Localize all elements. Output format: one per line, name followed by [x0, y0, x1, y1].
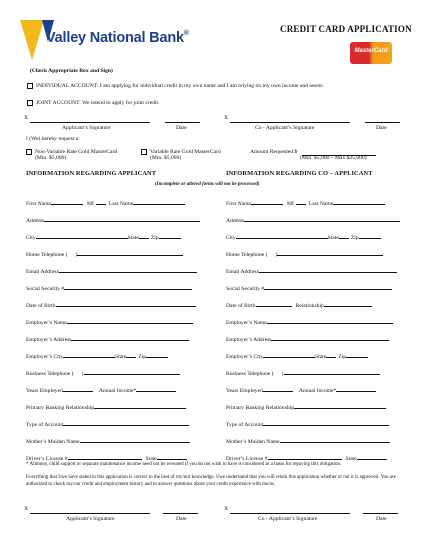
- applicant-dob-input[interactable]: [56, 301, 196, 307]
- applicant-employer-city-input[interactable]: [63, 352, 115, 358]
- co-applicant-mi-label: MI: [287, 201, 294, 207]
- co-applicant-employer-state-label: State: [315, 354, 327, 360]
- co-applicant-primary-banking-input[interactable]: [294, 403, 386, 409]
- joint-account-checkbox[interactable]: [27, 100, 33, 106]
- co-applicant-home-phone-label: Home Telephone (: [226, 252, 268, 258]
- applicant-years-employed-input[interactable]: [63, 386, 93, 392]
- applicant-field-row: [26, 437, 190, 445]
- co-applicant-type-of-account-label: Type of Account: [226, 422, 264, 428]
- co-applicant-dl-state-label: State: [345, 456, 357, 462]
- variable-rate-label: Variable Rate Gold MasterCard: [150, 149, 221, 155]
- applicant-mi-input[interactable]: [96, 199, 106, 205]
- applicant-primary-banking-input[interactable]: [94, 403, 186, 409]
- co-applicant-employer-name-label: Employer’s Name: [226, 320, 267, 326]
- bottom-applicant-date-line[interactable]: [163, 513, 198, 514]
- applicant-first-name-label: First Name: [26, 201, 52, 207]
- co-applicant-maiden-name-label: Mother’s Maiden Name: [226, 439, 280, 445]
- co-applicant-city-input[interactable]: [236, 233, 328, 239]
- applicant-maiden-name-label: Mother’s Maiden Name: [26, 439, 80, 445]
- co-applicant-zip-label: Zip: [350, 235, 359, 241]
- co-applicant-state-input[interactable]: [339, 233, 349, 239]
- applicant-dl-state-label: State: [145, 456, 157, 462]
- mastercard-logo-text: MasterCard: [354, 48, 388, 54]
- applicant-business-phone-paren: ): [81, 371, 84, 377]
- applicant-home-phone-label: Home Telephone (: [26, 252, 68, 258]
- co-applicant-annual-income-input[interactable]: [336, 386, 376, 392]
- joint-account-label: JOINT ACCOUNT: We intend to apply for joint credit.: [36, 100, 160, 106]
- applicant-city-input[interactable]: [36, 233, 128, 239]
- applicant-employer-name-input[interactable]: [67, 318, 193, 324]
- v-emblem-icon: [20, 20, 44, 60]
- applicant-home-phone-paren: ): [75, 252, 78, 258]
- co-applicant-annual-income-label: Annual Income*: [298, 388, 337, 394]
- bottom-co-applicant-date-label: Date: [376, 516, 387, 522]
- applicant-field-row: [26, 403, 186, 411]
- co-applicant-field-row: [226, 369, 380, 377]
- co-applicant-city-label: City: [226, 235, 236, 241]
- applicant-last-name-input[interactable]: [133, 199, 185, 205]
- registered-mark: ®: [183, 30, 189, 37]
- applicant-city-label: City: [26, 235, 36, 241]
- applicant-field-row: [26, 216, 200, 224]
- co-applicant-date-line[interactable]: [365, 122, 400, 123]
- applicant-field-row: [26, 369, 180, 377]
- instructions: (Check Appropriate Box and Sign): [30, 68, 113, 74]
- co-applicant-business-phone-paren: ): [281, 371, 284, 377]
- co-applicant-co-relationship-label: Relationship: [295, 303, 324, 309]
- applicant-field-row: [26, 335, 189, 343]
- co-applicant-first-name-input[interactable]: [251, 199, 283, 205]
- amount-requested-range: (Min. $5,000 – Max $25,000): [300, 155, 367, 161]
- applicant-employer-state-input[interactable]: [126, 352, 136, 358]
- applicant-dl-state-input[interactable]: [157, 454, 187, 460]
- applicant-field-row: [26, 233, 181, 241]
- applicant-business-phone-label: Business Telephone (: [26, 371, 74, 377]
- bottom-co-applicant-signature-label: Co - Applicant’s Signature: [258, 516, 318, 522]
- alimony-footnote: * Alimony, child support or separate maintenance income need not be revealed if you do not wish to have it considered as a basis for repaying this obligation.: [26, 462, 342, 467]
- bottom-applicant-date-label: Date: [176, 516, 187, 522]
- co-applicant-business-phone-label: Business Telephone (: [226, 371, 274, 377]
- co-applicant-date-label: Date: [376, 125, 387, 131]
- applicant-employer-address-label: Employer’s Address: [26, 337, 72, 343]
- co-applicant-field-row: [226, 437, 390, 445]
- co-applicant-field-row: [226, 454, 387, 462]
- applicant-home-phone-input[interactable]: [77, 250, 183, 256]
- co-applicant-zip-input[interactable]: [359, 233, 381, 239]
- co-applicant-address-label: Address: [226, 218, 245, 224]
- co-applicant-email-input[interactable]: [259, 267, 397, 273]
- co-applicant-first-name-label: First Name: [226, 201, 252, 207]
- applicant-signature-line[interactable]: [30, 122, 150, 123]
- co-applicant-employer-zip-input[interactable]: [346, 352, 368, 358]
- applicant-years-employed-label: Years Employed: [26, 388, 63, 394]
- applicant-last-name-label: Last Name: [108, 201, 134, 207]
- applicant-field-row: [26, 284, 192, 292]
- applicant-field-row: [26, 199, 185, 207]
- applicant-field-row: [26, 386, 176, 394]
- co-applicant-address-input[interactable]: [244, 216, 400, 222]
- page-title: CREDIT CARD APPLICATION: [280, 24, 412, 34]
- co-applicant-dl-state-input[interactable]: [357, 454, 387, 460]
- non-variable-rate-min: (Min. $5,000): [35, 155, 67, 161]
- individual-account-checkbox[interactable]: [27, 83, 33, 89]
- bottom-co-applicant-date-line[interactable]: [363, 513, 398, 514]
- bottom-co-signature-x: X: [224, 506, 229, 512]
- co-applicant-employer-city-label: Employer’s City: [226, 354, 264, 360]
- mastercard-logo-icon: [350, 42, 392, 64]
- applicant-ssn-label: Social Security #: [26, 286, 65, 292]
- applicant-employer-zip-input[interactable]: [146, 352, 168, 358]
- co-applicant-field-row: [226, 216, 400, 224]
- applicant-primary-banking-label: Primary Banking Relationship: [26, 405, 95, 411]
- individual-account-label: INDIVIDUAL ACCOUNT: I am applying for individual credit in my own name and I am relying on my own income and assets.: [36, 83, 324, 89]
- applicant-date-line[interactable]: [165, 122, 200, 123]
- co-applicant-email-label: Email Address: [226, 269, 259, 275]
- applicant-business-phone-input[interactable]: [81, 369, 180, 377]
- applicant-drivers-license-input[interactable]: [68, 454, 142, 460]
- variable-rate-min: (Min. $5,000): [150, 155, 182, 161]
- applicant-email-label: Email Address: [26, 269, 59, 275]
- co-applicant-mi-input[interactable]: [296, 199, 306, 205]
- applicant-ssn-input[interactable]: [64, 284, 192, 290]
- co-applicant-field-row: [226, 403, 386, 411]
- co-applicant-field-row: [226, 267, 397, 275]
- applicant-annual-income-label: Annual Income*: [98, 388, 137, 394]
- applicant-drivers-license-label: Driver’s License #: [26, 456, 68, 462]
- co-applicant-home-phone-input[interactable]: [277, 250, 383, 256]
- applicant-field-row: [26, 267, 197, 275]
- co-applicant-years-employed-label: Years Employed: [226, 388, 263, 394]
- co-applicant-home-phone-paren: ): [275, 252, 278, 258]
- variable-rate-checkbox[interactable]: [141, 149, 147, 155]
- co-applicant-field-row: [226, 199, 385, 207]
- co-applicant-primary-banking-label: Primary Banking Relationship: [226, 405, 295, 411]
- co-applicant-type-of-account-input[interactable]: [263, 420, 389, 426]
- co-applicant-employer-state-input[interactable]: [326, 352, 336, 358]
- applicant-date-label: Date: [176, 125, 187, 131]
- non-variable-rate-checkbox[interactable]: [26, 149, 32, 155]
- incomplete-forms-note: (Incomplete or altered forms will not be processed): [155, 182, 260, 187]
- amount-requested-label: Amount Requested $: [250, 149, 298, 155]
- applicant-first-name-input[interactable]: [51, 199, 83, 205]
- co-applicant-ssn-input[interactable]: [264, 284, 392, 290]
- co-applicant-ssn-label: Social Security #: [226, 286, 265, 292]
- request-intro: I (We) hereby request a:: [26, 136, 80, 142]
- bank-logo: [20, 20, 189, 60]
- co-applicant-field-row: [226, 386, 376, 394]
- applicant-employer-name-label: Employer’s Name: [26, 320, 67, 326]
- co-applicant-employer-zip-label: Zip: [338, 354, 346, 360]
- applicant-email-input[interactable]: [59, 267, 197, 273]
- applicant-annual-income-input[interactable]: [136, 386, 176, 392]
- applicant-zip-label: Zip: [150, 235, 159, 241]
- co-applicant-employer-name-input[interactable]: [267, 318, 393, 324]
- applicant-field-row: [26, 454, 187, 462]
- bottom-applicant-signature-line[interactable]: [30, 513, 150, 514]
- applicant-zip-input[interactable]: [159, 233, 181, 239]
- co-applicant-employer-address-label: Employer’s Address: [226, 337, 272, 343]
- co-applicant-maiden-name-input[interactable]: [280, 437, 390, 443]
- co-applicant-state-label: State: [327, 235, 339, 241]
- applicant-field-row: [26, 250, 183, 258]
- co-applicant-drivers-license-label: Driver’s License #: [226, 456, 268, 462]
- co-applicant-last-name-label: Last Name: [308, 201, 334, 207]
- bottom-applicant-signature-label: Applicant’s Signature: [66, 516, 115, 522]
- co-signature-x: X: [224, 115, 229, 121]
- signature-x: X: [24, 115, 29, 121]
- co-applicant-field-row: [226, 301, 372, 309]
- co-applicant-drivers-license-input[interactable]: [268, 454, 342, 460]
- bottom-signature-x: X: [24, 506, 29, 512]
- applicant-employer-city-label: Employer’s City: [26, 354, 64, 360]
- applicant-field-row: [26, 352, 168, 360]
- applicant-signature-label: Applicant’s Signature: [62, 125, 111, 131]
- co-applicant-field-row: [226, 335, 389, 343]
- co-applicant-business-phone-input[interactable]: [281, 369, 380, 377]
- co-applicant-field-row: [226, 318, 393, 326]
- applicant-maiden-name-input[interactable]: [80, 437, 190, 443]
- co-applicant-co-relationship-input[interactable]: [324, 301, 372, 307]
- co-applicant-signature-label: Co - Applicant’s Signature: [255, 125, 315, 131]
- co-applicant-field-row: [226, 420, 389, 428]
- co-applicant-employer-city-input[interactable]: [263, 352, 315, 358]
- applicant-field-row: [26, 301, 196, 309]
- co-applicant-field-row: [226, 284, 392, 292]
- applicant-employer-zip-label: Zip: [138, 354, 146, 360]
- applicant-address-label: Address: [26, 218, 45, 224]
- co-applicant-signature-line[interactable]: [230, 122, 350, 123]
- applicant-address-input[interactable]: [44, 216, 200, 222]
- co-applicant-field-row: [226, 233, 381, 241]
- certification-text: Everything that I/we have stated in this application is correct to the best of my/our knowledge. I/we understand that you will retain this application whether or not it is approved. You are authorized to check my/our credit and employment history and to answer questions about your credit experience with me/us.: [26, 475, 396, 487]
- applicant-field-row: [26, 420, 189, 428]
- applicant-dob-label: Date of Birth: [26, 303, 56, 309]
- co-applicant-co-dob-label: Date of Birth: [226, 303, 256, 309]
- applicant-state-input[interactable]: [139, 233, 149, 239]
- applicant-section-header: INFORMATION REGARDING APPLICANT: [26, 170, 157, 177]
- applicant-mi-label: MI: [87, 201, 94, 207]
- co-applicant-years-employed-input[interactable]: [263, 386, 293, 392]
- bottom-co-applicant-signature-line[interactable]: [230, 513, 350, 514]
- co-applicant-section-header: INFORMATION REGARDING CO – APPLICANT: [226, 170, 373, 177]
- co-applicant-field-row: [226, 250, 383, 258]
- bank-name: Valley National Bank: [46, 30, 184, 46]
- co-applicant-last-name-input[interactable]: [333, 199, 385, 205]
- applicant-type-of-account-input[interactable]: [63, 420, 189, 426]
- applicant-state-label: State: [127, 235, 139, 241]
- applicant-employer-address-input[interactable]: [71, 335, 189, 341]
- co-applicant-co-dob-input[interactable]: [256, 301, 292, 307]
- co-applicant-employer-address-input[interactable]: [271, 335, 389, 341]
- applicant-employer-state-label: State: [115, 354, 127, 360]
- applicant-field-row: [26, 318, 193, 326]
- non-variable-rate-label: Non-Variable Rate Gold MasterCard: [35, 149, 118, 155]
- applicant-type-of-account-label: Type of Account: [26, 422, 64, 428]
- co-applicant-field-row: [226, 352, 368, 360]
